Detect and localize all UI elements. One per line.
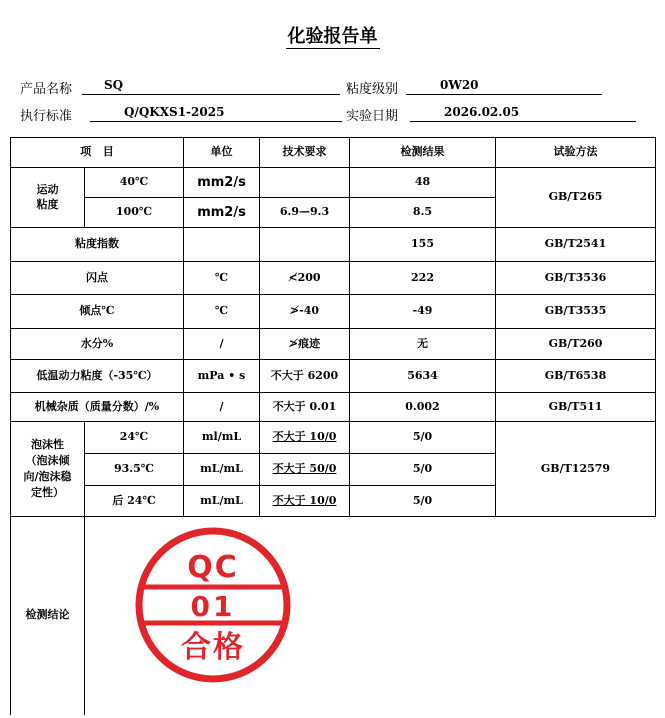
water-label: 水分% (11, 329, 184, 360)
foam2-result: 5/0 (350, 454, 496, 486)
flash-point-unit: ℃ (184, 262, 260, 295)
viscosity-grade-label: 粘度级别 (346, 82, 399, 97)
water-unit: / (184, 329, 260, 360)
pour-point-result: -49 (350, 295, 496, 329)
table-header-row (11, 138, 656, 168)
foam1-requirement: 不大于 10/0 (260, 422, 350, 454)
foam3-temp: 后 24℃ (85, 486, 184, 517)
viscosity-index-requirement (260, 228, 350, 262)
mechanical-impurities-method: GB/T511 (496, 393, 656, 422)
water-method: GB/T260 (496, 329, 656, 360)
header-result: 检测结果 (350, 138, 496, 168)
kv40-unit: mm2/s (184, 168, 260, 198)
kv100-temp: 100℃ (85, 198, 184, 228)
stamp-line-number: 01 (190, 590, 236, 623)
report-title: 化验报告单 (287, 26, 378, 47)
mechanical-impurities-result: 0.002 (350, 393, 496, 422)
standard-value: Q/QKXS1-2025 (90, 105, 342, 122)
stamp-line-pass: 合格 (181, 630, 245, 665)
water-requirement: ≯痕迹 (260, 329, 350, 360)
flash-point-label: 闪点 (11, 262, 184, 295)
header-requirement: 技术要求 (260, 138, 350, 168)
table-row (11, 360, 656, 393)
foam2-unit: mL/mL (184, 454, 260, 486)
low-temp-viscosity-label: 低温动力粘度（-35℃） (11, 360, 184, 393)
conclusion-row (11, 517, 656, 715)
low-temp-viscosity-method: GB/T6538 (496, 360, 656, 393)
flash-point-method: GB/T3536 (496, 262, 656, 295)
kv100-result: 8.5 (350, 198, 496, 228)
test-date-value: 2026.02.05 (410, 105, 636, 122)
product-name-label: 产品名称 (20, 82, 73, 97)
viscosity-index-unit (184, 228, 260, 262)
table-row (11, 393, 656, 422)
stamp-line-qc: QC (187, 550, 239, 585)
header-item: 项 目 (11, 138, 184, 168)
foam1-unit: ml/mL (184, 422, 260, 454)
flash-point-result: 222 (350, 262, 496, 295)
kv40-temp: 40℃ (85, 168, 184, 198)
header-unit: 单位 (184, 138, 260, 168)
kv100-requirement: 6.9—9.3 (260, 198, 350, 228)
conclusion-content (85, 517, 656, 715)
viscosity-index-label: 粘度指数 (11, 228, 184, 262)
conclusion-label: 检测结论 (11, 517, 85, 715)
foaming-label: 泡沫性 （泡沫倾 向/泡沫稳 定性） (11, 422, 85, 517)
mechanical-impurities-unit: / (184, 393, 260, 422)
report-table (10, 137, 656, 715)
water-result: 无 (350, 329, 496, 360)
low-temp-viscosity-result: 5634 (350, 360, 496, 393)
foaming-method: GB/T12579 (496, 422, 656, 517)
kinematic-viscosity-label: 运动 粘度 (11, 168, 85, 228)
pour-point-label: 倾点℃ (11, 295, 184, 329)
qc-pass-stamp (133, 525, 293, 685)
table-row (11, 228, 656, 262)
pour-point-method: GB/T3535 (496, 295, 656, 329)
foam3-unit: mL/mL (184, 486, 260, 517)
table-row (11, 329, 656, 360)
low-temp-viscosity-unit: mPa • s (184, 360, 260, 393)
foam3-result: 5/0 (350, 486, 496, 517)
standard-label: 执行标准 (20, 109, 73, 124)
viscosity-index-method: GB/T2541 (496, 228, 656, 262)
kv100-unit: mm2/s (184, 198, 260, 228)
viscosity-index-result: 155 (350, 228, 496, 262)
kv-method: GB/T265 (496, 168, 656, 228)
flash-point-requirement: ≮200 (260, 262, 350, 295)
mechanical-impurities-requirement: 不大于 0.01 (260, 393, 350, 422)
viscosity-grade-value: 0W20 (406, 78, 602, 95)
foam1-result: 5/0 (350, 422, 496, 454)
low-temp-viscosity-requirement: 不大于 6200 (260, 360, 350, 393)
table-row (11, 295, 656, 329)
table-row (11, 168, 656, 198)
kv40-requirement (260, 168, 350, 198)
mechanical-impurities-label: 机械杂质（质量分数）/% (11, 393, 184, 422)
kv40-result: 48 (350, 168, 496, 198)
table-row (11, 262, 656, 295)
test-date-label: 实验日期 (346, 109, 399, 124)
pour-point-unit: ℃ (184, 295, 260, 329)
product-name-value: SQ (82, 78, 340, 95)
table-row (11, 422, 656, 454)
foam1-temp: 24℃ (85, 422, 184, 454)
meta-block (0, 0, 665, 130)
foam2-temp: 93.5℃ (85, 454, 184, 486)
foam3-requirement: 不大于 10/0 (260, 486, 350, 517)
pour-point-requirement: ≯-40 (260, 295, 350, 329)
header-method: 试验方法 (496, 138, 656, 168)
foam2-requirement: 不大于 50/0 (260, 454, 350, 486)
